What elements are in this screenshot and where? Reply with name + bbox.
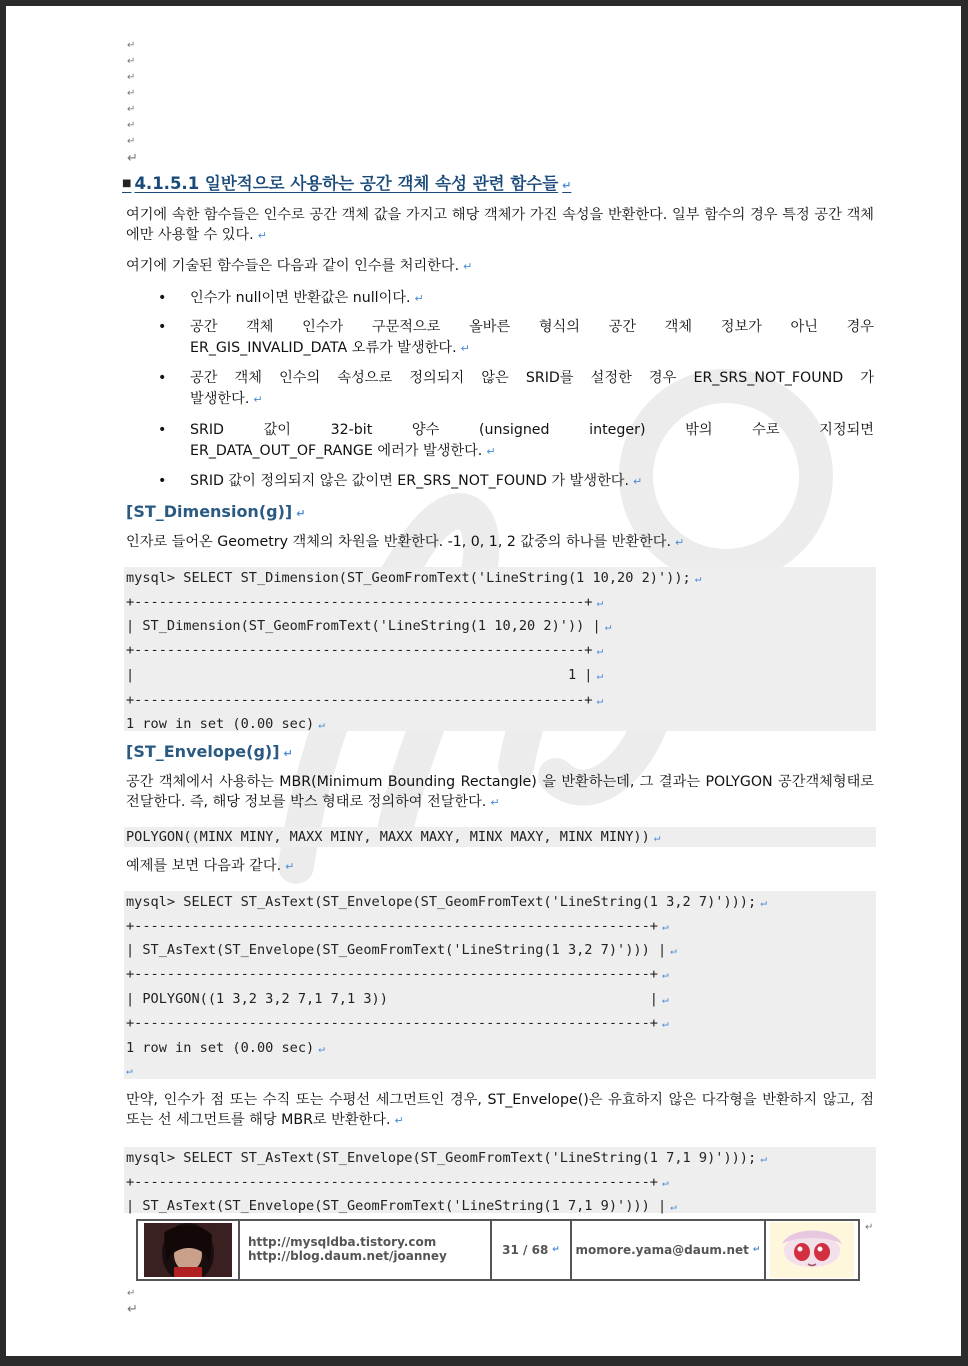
code-line: +---------------------------------------------------------------+ ↵ — [126, 966, 669, 982]
paragraph-mark: ↵ — [127, 151, 138, 166]
rule-item: • SRID 값이 정의되지 않은 값이면 ER_SRS_NOT_FOUND 가 발생한다. ↵ — [158, 471, 874, 492]
rule-item: • 공간 객체 인수가 구문적으로 올바른 형식의 공간 객체 정보가 아닌 경우 ER_GIS_INVALID_DATA 오류가 발생한다. ↵ — [158, 319, 874, 356]
paragraph-mark: ↵ — [127, 1288, 136, 1299]
bullet-dot: • — [158, 319, 167, 335]
footer-avatar-left — [138, 1221, 240, 1279]
dimension-description: 인자로 들어온 Geometry 객체의 차원을 반환한다. -1, 0, 1, 2 값중의 하나를 반환한다. ↵ — [126, 534, 685, 550]
bullet-dot: • — [158, 370, 167, 386]
paragraph-mark: ↵ — [127, 1302, 138, 1317]
paragraph-mark: ↵ — [127, 40, 136, 51]
code-line: +-------------------------------------------------------+ ↵ — [126, 594, 604, 610]
paragraph-mark: ↵ — [127, 120, 136, 131]
code-line: +-------------------------------------------------------+ ↵ — [126, 692, 604, 708]
code-line: POLYGON((MINX MINY, MAXX MINY, MAXX MAXY, MINX MAXY, MINX MINY)) ↵ — [126, 829, 661, 845]
dimension-code-block — [124, 567, 876, 731]
code-line: mysql> SELECT ST_AsText(ST_Envelope(ST_GeomFromText('LineString(1 7,1 9)'))); ↵ — [126, 1150, 767, 1166]
intro-paragraph-2: 여기에 기술된 함수들은 다음과 같이 인수를 처리한다. ↵ — [126, 258, 473, 274]
paragraph-mark: ↵ — [127, 72, 136, 83]
rule-item: • SRID 값이 32-bit 양수 (unsigned integer) 밖의 수로 지정되면 ER_DATA_OUT_OF_RANGE 에러가 발생한다. ↵ — [158, 422, 874, 459]
anime-character-icon — [770, 1222, 854, 1278]
footer-email: momore.yama@daum.net ↵ — [572, 1221, 766, 1279]
envelope-description: 공간 객체에서 사용하는 MBR(Minimum Bounding Rectangle) 을 반환하는데, 그 결과는 POLYGON 공간객체형태로 전달한다. 즉, 해당 정보를 박스 형태로 정의하여 전달한다. ↵ — [126, 774, 874, 810]
envelope-code-block — [124, 891, 876, 1079]
envelope-note: 만약, 인수가 점 또는 수직 또는 수평선 세그먼트인 경우, ST_Envelope()은 유효하지 않은 다각형을 반환하지 않고, 점 또는 선 세그먼트를 해당 MBR로 반환한다. ↵ — [126, 1092, 874, 1128]
bullet-dot: • — [158, 422, 167, 438]
paragraph-mark: ↵ — [127, 104, 136, 115]
footer-page-number: 31 / 68 ↵ — [492, 1221, 572, 1279]
portrait-image-icon — [144, 1223, 232, 1277]
code-line: mysql> SELECT ST_Dimension(ST_GeomFromText('LineString(1 10,20 2)')); ↵ — [126, 570, 702, 586]
example-intro: 예제를 보면 다음과 같다. ↵ — [126, 858, 295, 874]
footer-links — [240, 1221, 492, 1279]
blog-link-2[interactable]: http://blog.daum.net/joanney — [248, 1249, 447, 1263]
code-line: 1 row in set (0.00 sec) ↵ — [126, 716, 325, 732]
code-line: ↵ — [126, 1064, 133, 1077]
code-line: | 1 | ↵ — [126, 667, 604, 683]
code-line: | ST_Dimension(ST_GeomFromText('LineString(1 10,20 2)')) | ↵ — [126, 618, 612, 634]
rule-item: • 인수가 null이면 반환값은 null이다. ↵ — [158, 288, 874, 309]
heading-bullet: ■ — [122, 178, 132, 189]
code-line: | ST_AsText(ST_Envelope(ST_GeomFromText('LineString(1 3,2 7)'))) | ↵ — [126, 942, 677, 958]
paragraph-mark: ↵ — [127, 56, 136, 67]
envelope-code-block-2 — [124, 1147, 876, 1213]
section-heading-text: 4.1.5.1 일반적으로 사용하는 공간 객체 속성 관련 함수들 — [134, 174, 559, 193]
section-heading — [122, 170, 571, 194]
intro-paragraph-1: 여기에 속한 함수들은 인수로 공간 객체 값을 가지고 해당 객체가 가진 속성을 반환한다. 일부 함수의 경우 특정 공간 객체에만 사용할 수 있다. ↵ — [126, 207, 874, 243]
polygon-format-block — [124, 827, 876, 847]
code-line: +---------------------------------------------------------------+ ↵ — [126, 1174, 669, 1190]
paragraph-mark: ↵ — [127, 88, 136, 99]
code-line: mysql> SELECT ST_AsText(ST_Envelope(ST_GeomFromText('LineString(1 3,2 7)'))); ↵ — [126, 894, 767, 910]
paragraph-mark: ↵ — [127, 136, 136, 147]
footer-avatar-right — [766, 1221, 858, 1279]
return-mark: ↵ — [562, 179, 572, 192]
code-line: +---------------------------------------------------------------+ ↵ — [126, 918, 669, 934]
bullet-dot: • — [158, 473, 167, 489]
envelope-title: [ST_Envelope(g)] ↵ — [126, 742, 293, 761]
rule-item: • 공간 객체 인수의 속성으로 정의되지 않은 SRID를 설정한 경우 ER_SRS_NOT_FOUND 가 발생한다. ↵ — [158, 370, 874, 407]
code-line: 1 row in set (0.00 sec) ↵ — [126, 1040, 325, 1056]
blog-link-1[interactable]: http://mysqldba.tistory.com — [248, 1235, 437, 1249]
code-line: | POLYGON((1 3,2 3,2 7,1 7,1 3)) | ↵ — [126, 991, 669, 1007]
bullet-dot: • — [158, 290, 167, 306]
paragraph-mark: ↵ — [865, 1222, 874, 1233]
document-page — [6, 6, 961, 1356]
dimension-title: [ST_Dimension(g)] ↵ — [126, 502, 306, 521]
page-footer — [136, 1219, 860, 1281]
code-line: +---------------------------------------------------------------+ ↵ — [126, 1015, 669, 1031]
code-line: | ST_AsText(ST_Envelope(ST_GeomFromText('LineString(1 7,1 9)'))) | ↵ — [126, 1198, 677, 1214]
code-line: +-------------------------------------------------------+ ↵ — [126, 642, 604, 658]
